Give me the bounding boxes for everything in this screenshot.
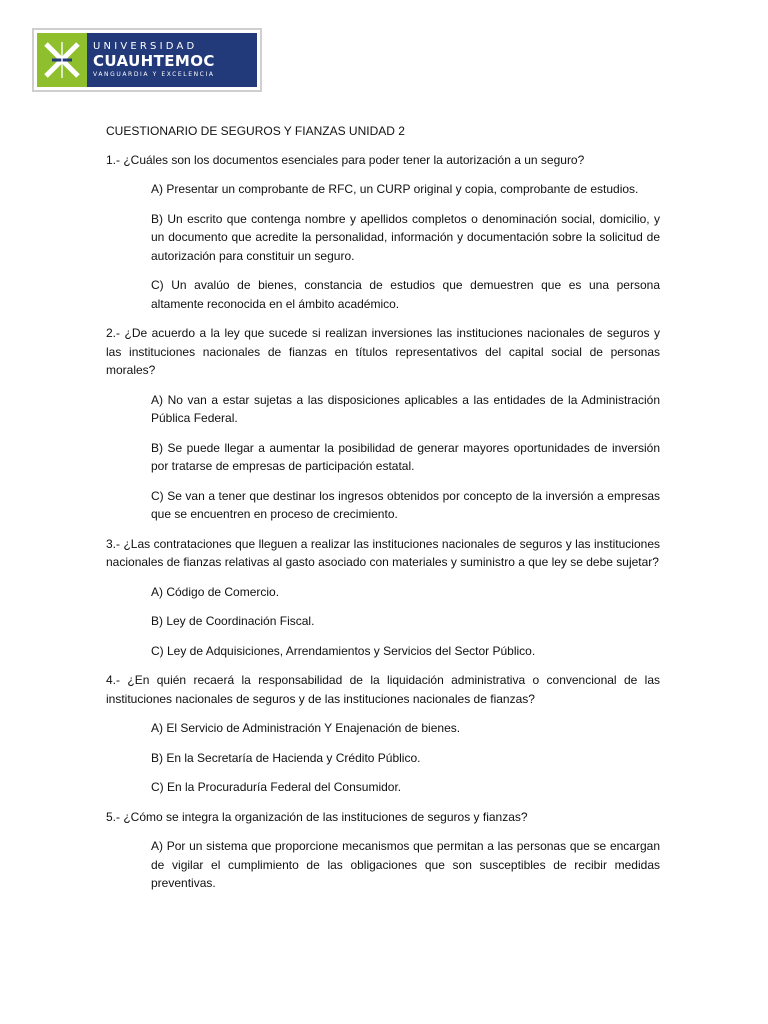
question-4-option-c: C) En la Procuraduría Federal del Consumidor.: [151, 780, 402, 794]
question-2-option-a: A) No van a estar sujetas a las disposiciones aplicables a las entidades de la Administración Pública Federal.: [151, 392, 660, 425]
question-2-option-b: B) Se puede llegar a aumentar la posibilidad de generar mayores oportunidades de inversión por tratarse de empresas de participación estatal.: [151, 440, 660, 473]
question-5: 5.- ¿Cómo se integra la organización de las instituciones de seguros y fianzas?: [106, 809, 528, 824]
question-1-option-c: C) Un avalúo de bienes, constancia de estudios que demuestren que es una persona altamente reconocida en el ámbito académico.: [151, 278, 660, 311]
question-2: 2.- ¿De acuerdo a la ley que sucede si realizan inversiones las instituciones nacionales de seguros y las instituciones nacionales de fianzas en títulos representativos del capital social de personas morales?: [106, 326, 660, 377]
question-4: 4.- ¿En quién recaerá la responsabilidad de la liquidación administrativa o convencional de las instituciones nacionales de seguros y de las instituciones nacionales de fianzas?: [106, 673, 660, 706]
document-body: [106, 122, 660, 904]
logo-banner: [37, 33, 257, 87]
question-5-option-a: A) Por un sistema que proporcione mecanismos que permitan a las personas que se encargan de vigilar el cumplimiento de las obligaciones que son susceptibles de recibir medidas preventivas.: [151, 839, 660, 890]
university-logo: [32, 28, 262, 92]
logo-line-1: UNIVERSIDAD: [93, 41, 198, 52]
question-3-option-b: B) Ley de Coordinación Fiscal.: [151, 614, 315, 628]
question-2-option-c: C) Se van a tener que destinar los ingresos obtenidos por concepto de la inversión a empresas que se encuentren en proceso de crecimiento.: [151, 488, 660, 521]
university-emblem-icon: [37, 33, 87, 87]
question-3-option-c: C) Ley de Adquisiciones, Arrendamientos y Servicios del Sector Público.: [151, 643, 536, 658]
question-3: 3.- ¿Las contrataciones que lleguen a realizar las instituciones nacionales de seguros y las instituciones nacionales de fianzas relativas al gasto asociado con materiales y suministro a que ley se debe sujetar?: [106, 536, 660, 569]
logo-line-3: VANGUARDIA Y EXCELENCIA: [93, 71, 215, 78]
question-1: 1.- ¿Cuáles son los documentos esenciales para poder tener la autorización a un seguro?: [106, 152, 585, 167]
question-3-option-a: A) Código de Comercio.: [151, 584, 280, 599]
question-1-option-b: B) Un escrito que contenga nombre y apellidos completos o denominación social, domicilio, y un documento que acredite la personalidad, información y documentación sobre la solicitud de autorización para constituir un seguro.: [151, 211, 660, 263]
question-4-option-a: A) El Servicio de Administración Y Enajenación de bienes.: [151, 721, 461, 735]
question-1-option-a: A) Presentar un comprobante de RFC, un CURP original y copia, comprobante de estudios.: [151, 182, 639, 196]
document-title: CUESTIONARIO DE SEGUROS Y FIANZAS UNIDAD 2: [106, 124, 405, 138]
logo-text: [87, 33, 257, 87]
logo-line-2: CUAUHTEMOC: [93, 52, 215, 70]
question-4-option-b: B) En la Secretaría de Hacienda y Crédito Público.: [151, 750, 421, 765]
